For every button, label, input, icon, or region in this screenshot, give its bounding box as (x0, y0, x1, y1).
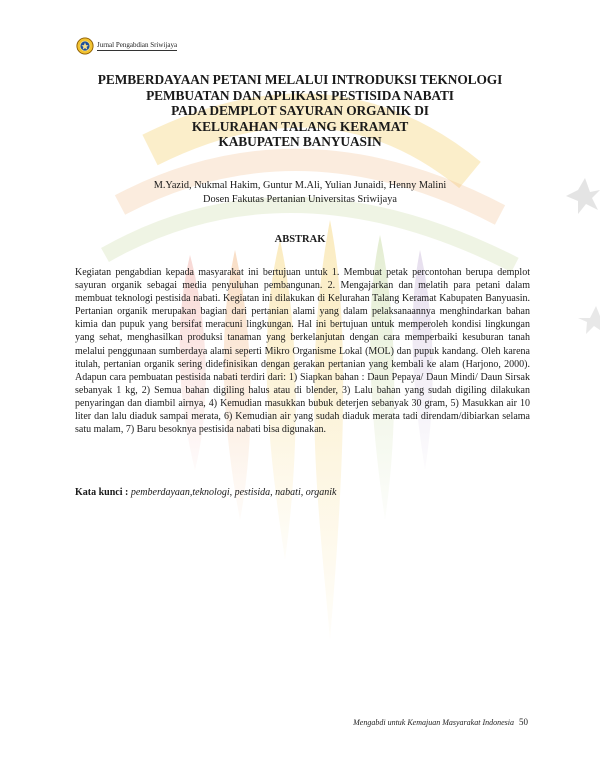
university-seal-icon (76, 37, 94, 55)
journal-header (76, 37, 177, 55)
title-line: KABUPATEN BANYUASIN (218, 134, 382, 150)
page-footer (353, 717, 528, 727)
abstract-heading: ABSTRAK (274, 234, 326, 245)
affiliation: Dosen Fakutas Pertanian Universitas Sriwijaya (203, 194, 397, 205)
title-line: PEMBUATAN DAN APLIKASI PESTISIDA NABATI (146, 87, 454, 103)
footer-tagline: Mengabdi untuk Kemajuan Masyarakat Indonesia (353, 718, 514, 727)
keywords-label: Kata kunci : (75, 487, 129, 498)
title-line: PEMBERDAYAAN PETANI MELALUI INTRODUKSI TEKNOLOGI (97, 72, 503, 87)
watermark-star-top (566, 178, 600, 214)
keywords-value: pemberdayaan,teknologi, pestisida, nabati, organik (130, 487, 337, 498)
page-number: 50 (519, 717, 528, 727)
title-line: KELURAHAN TALANG KERAMAT (191, 118, 409, 134)
author-list: M.Yazid, Nukmal Hakim, Guntur M.Ali, Yulian Junaidi, Henny Malini (153, 180, 447, 191)
author-block (60, 179, 540, 207)
watermark-star-middle (578, 306, 600, 334)
title-line: PADA DEMPLOT SAYURAN ORGANIK DI (171, 103, 429, 119)
paper-title (60, 72, 540, 150)
abstract-text: Kegiatan pengabdian kepada masyarakat ini bertujuan untuk 1. Membuat petak percontohan berupa demplot sayuran organik sebagai media penyuluhan pembangunan. 2. Mengajarkan dan melatih para petani dalam membuat teknologi pestisida nabati. Kegiatan ini dilakukan di Kelurahan Talang Keramat Kabupaten Banyuasin. Pertanian organik merupakan bagian dari pertanian alami yang dalam pelaksanaannya menghindarkan bahan kimia dan pupuk yang bersifat meracuni lingkungan. Hal ini bertujuan untuk memperoleh kondisi lingkungan yang sehat, menghasilkan produksi tanaman yang berkelanjutan dengan cara memperbaiki kesuburan tanah melalui penggunaan sumberdaya alami seperti Mikro Organisme Lokal (MOL) dan pupuk kandang. Oleh karena itulah, pertanian organik sering didefinisikan dengan gerakan pertanian yang kembali ke alam (Harjono, 2000). Adapun cara pembuatan pestisida nabati terdiri dari: 1) Siapkan bahan : Daun Pepaya/ Daun Mindi/ Daun Sirsak sebanyak 1 kg, 2) Semua bahan digiling halus atau di blender, 3) Lalu bahan yang sudah digiling dilakukan penyaringan dan diambil airnya, 4) Kemudian masukkan bubuk deterjen sebanyak 30 gram, 5) Masukkan air 10 liter dan lalu diaduk sampai merata, 6) Kemudian air yang sudah diaduk merata tadi direndam/dibiarkan selama satu malam, 7) Baru besoknya pestisida nabati bisa digunakan. (75, 267, 530, 436)
keywords (75, 486, 530, 499)
journal-name: Jurnal Pengabdian Sriwijaya (97, 41, 178, 49)
